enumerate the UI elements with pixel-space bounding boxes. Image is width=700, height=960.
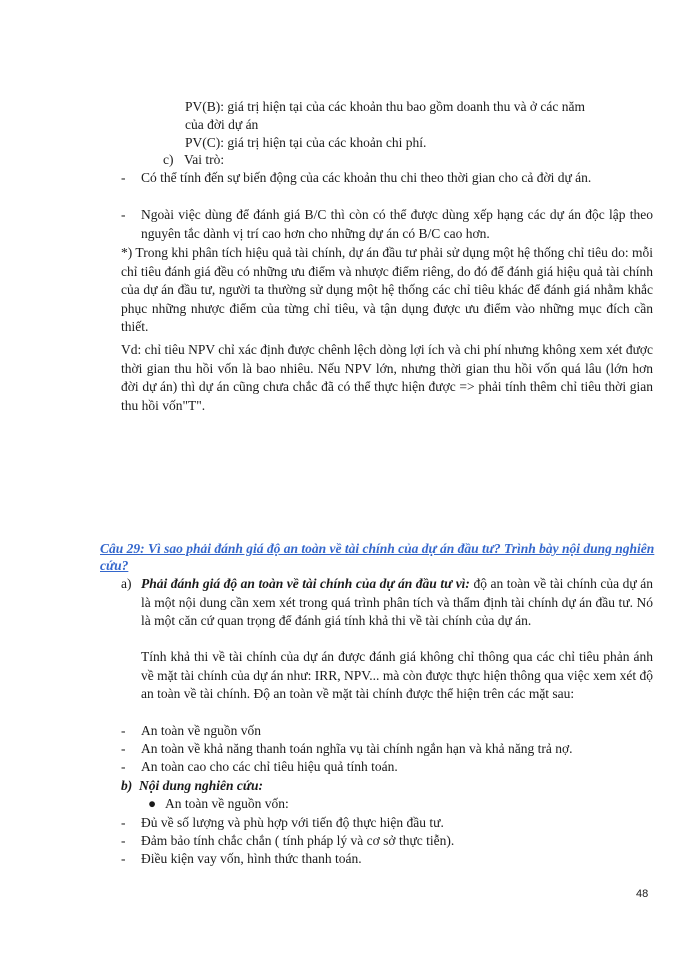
question-heading: Câu 29: Vì sao phải đánh giá độ an toàn về tài chính của dự án đầu tư? Trình bày nội dung nghiên cứu? [100, 541, 655, 573]
dash-bullet: - [121, 170, 126, 185]
part-b-item-2: Đảm bảo tính chắc chắn ( tính pháp lý và cơ sở thực tiễn). [141, 833, 455, 848]
part-a-item-3: An toàn cao cho các chỉ tiêu hiệu quả tính toán. [141, 759, 398, 774]
example-paragraph: Vd: chỉ tiêu NPV chỉ xác định được chênh lệch dòng lợi ích và chi phí nhưng không xem xét được thời gian thu hồi vốn là bao nhiêu. Nếu NPV lớn, nhưng thời gian thu hồi vốn quá lâu (lớn hơn đời dự án) thì dự án cũng chưa chắc đã có thể thực hiện được => phải tính thêm chỉ tiêu thời gian thu hồi vốn"T". [121, 342, 654, 413]
pvb-definition-line2: của đời dự án [185, 117, 259, 132]
part-a-paragraph-2: Tính khả thi về tài chính của dự án được đánh giá không chỉ thông qua các chỉ tiêu phản ánh về mặt tài chính của dự án như: IRR, NPV... mà còn được thực hiện thông qua việc xem xét độ an toàn về tài chính. Độ an toàn về mặt tài chính được thể hiện trên các mặt sau: [141, 649, 653, 701]
part-a-marker: a) [121, 576, 132, 591]
role-item-2: Ngoài việc dùng để đánh giá B/C thì còn có thể được dùng xếp hạng các dự án độc lập theo nguyên tắc dành vị trí cao hơn cho những dự án có B/C cao hơn. [141, 207, 653, 241]
dash-bullet: - [121, 851, 126, 866]
part-b-bullet: An toàn về nguồn vốn: [165, 796, 289, 811]
part-b-item-3: Điều kiện vay vốn, hình thức thanh toán. [141, 851, 362, 866]
bullet-dot: ● [148, 796, 157, 811]
part-b-item-1: Đủ về số lượng và phù hợp với tiến độ thực hiện đầu tư. [141, 815, 444, 830]
pvc-definition: PV(C): giá trị hiện tại của các khoản chi phí. [185, 135, 427, 150]
part-a-text: độ an toàn về tài chính của dự án là một nội dung cần xem xét trong quá trình phân tích và thẩm định tài chính dự án đầu tư. Nó là một căn cứ quan trọng để đánh giá tính khả thi về tài chính của dự án. [141, 576, 653, 628]
part-a-item-1: An toàn về nguồn vốn [141, 723, 261, 738]
page-number: 48 [636, 888, 649, 900]
dash-bullet: - [121, 741, 126, 756]
role-marker: c) [163, 152, 174, 167]
dash-bullet: - [121, 815, 126, 830]
dash-bullet: - [121, 207, 126, 222]
part-a-item-2: An toàn về khả năng thanh toán nghĩa vụ tài chính ngắn hạn và khả năng trả nợ. [141, 741, 573, 756]
dash-bullet: - [121, 759, 126, 774]
part-b-title: b) Nội dung nghiên cứu: [121, 778, 263, 793]
pvb-definition-line1: PV(B): giá trị hiện tại của các khoản thu bao gồm doanh thu và ở các năm [185, 99, 586, 114]
dash-bullet: - [121, 833, 126, 848]
dash-bullet: - [121, 723, 126, 738]
role-item-1: Có thể tính đến sự biến động của các khoản thu chi theo thời gian cho cả đời dự án. [141, 170, 592, 185]
part-a-lead: Phải đánh giá độ an toàn về tài chính của dự án đầu tư vì: [141, 576, 470, 591]
part-a-paragraph [141, 575, 653, 631]
role-title: Vai trò: [184, 152, 225, 167]
note-paragraph: *) Trong khi phân tích hiệu quả tài chính, dự án đầu tư phải sử dụng một hệ thống chỉ tiêu do: mỗi chỉ tiêu đánh giá đều có những ưu điểm và nhược điểm riêng, do đó để đánh giá hiệu quả tài chính của dự án đầu tư, người ta thường sử dụng một hệ thống các chỉ tiêu khác để đánh giá nhằm khắc phục những nhược điểm của từng chỉ tiêu, và tận dụng được ưu điểm vào những mục đích cần thiết. [121, 245, 653, 334]
